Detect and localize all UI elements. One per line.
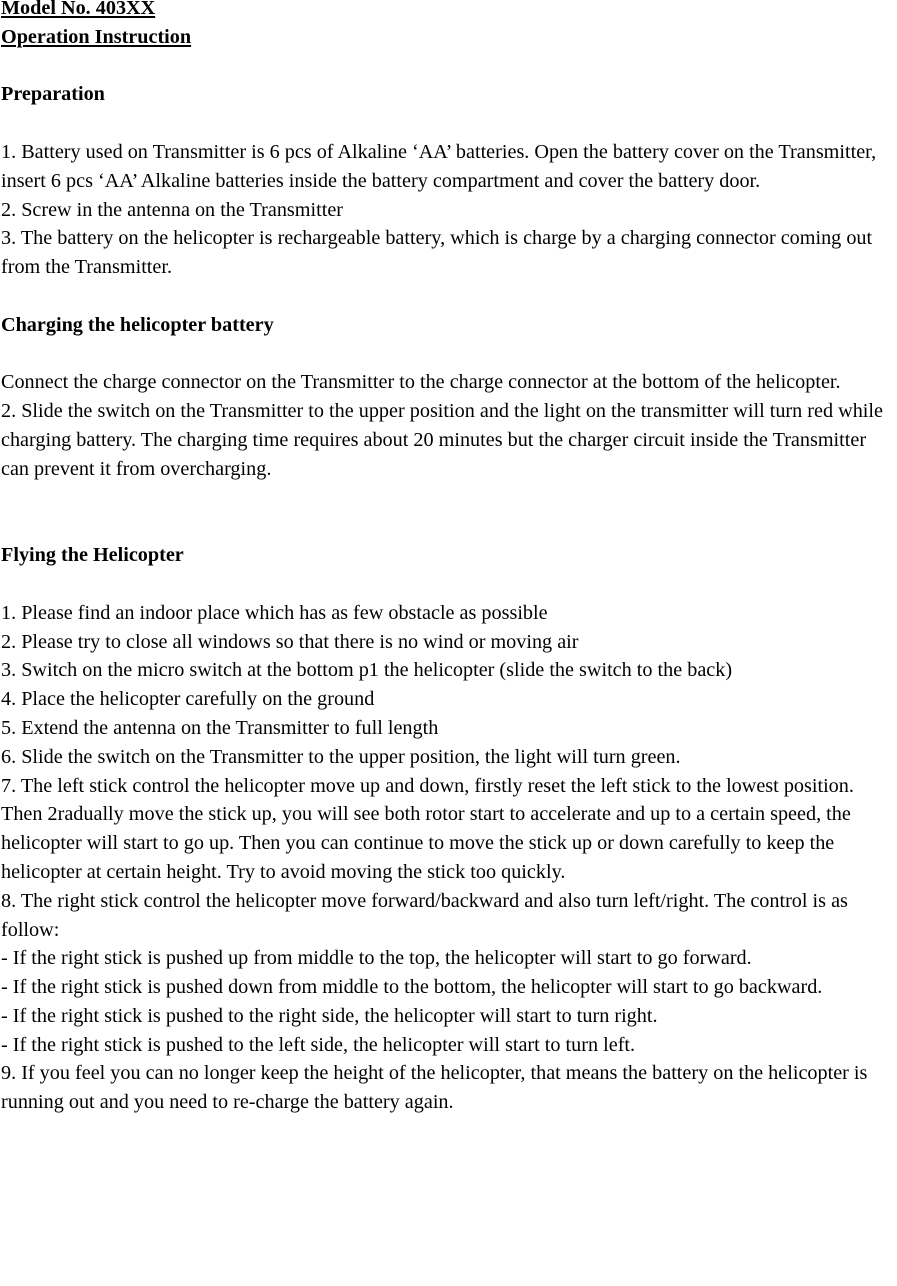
spacer [1,340,894,369]
flying-item: 4. Place the helicopter carefully on the ground [1,688,375,711]
flying-item: 8. The right stick control the helicopter move forward/backward and also turn left/right. The control is as follow: [1,889,848,941]
section-heading-preparation: Preparation [1,83,105,106]
flying-item: 1. Please find an indoor place which has as few obstacle as possible [1,601,548,624]
spacer [1,109,894,138]
flying-item: 2. Please try to close all windows so that there is no wind or moving air [1,630,579,653]
flying-item: - If the right stick is pushed up from middle to the top, the helicopter will start to go forward. [1,947,752,970]
section-heading-charging: Charging the helicopter battery [1,313,274,336]
preparation-item: 1. Battery used on Transmitter is 6 pcs of Alkaline ‘AA’ batteries. Open the battery cover on the Transmitter, insert 6 pcs ‘AA’ Alkaline batteries inside the battery compartment and cover the battery door. [1,140,877,192]
flying-item: 5. Extend the antenna on the Transmitter to full length [1,716,439,739]
flying-item: - If the right stick is pushed to the right side, the helicopter will start to turn right. [1,1004,658,1027]
model-number: Model No. 403XX [1,0,156,19]
spacer [1,570,894,599]
spacer [1,484,894,513]
charging-item: 2. Slide the switch on the Transmitter to the upper position and the light on the transmitter will turn red while charging battery. The charging time requires about 20 minutes but the charger circuit inside the Transmitter can prevent it from overcharging. [1,400,883,480]
document-title: Operation Instruction [1,25,192,48]
flying-item: 7. The left stick control the helicopter move up and down, firstly reset the left stick to the lowest position. Then 2radually move the stick up, you will see both rotor start to accelerate and up to a certain speed, the helicopter will start to go up. Then you can continue to move the stick up or down carefully to keep the helicopter at certain height. Try to avoid moving the stick too quickly. [1,774,854,883]
flying-item: - If the right stick is pushed to the left side, the helicopter will start to turn left. [1,1033,636,1056]
flying-item: 9. If you feel you can no longer keep the height of the helicopter, that means the battery on the helicopter is running out and you need to re-charge the battery again. [1,1062,868,1114]
spacer [1,512,894,541]
charging-item: Connect the charge connector on the Transmitter to the charge connector at the bottom of the helicopter. [1,371,841,394]
flying-item: 3. Switch on the micro switch at the bottom p1 the helicopter (slide the switch to the back) [1,659,733,682]
spacer [1,52,894,81]
document-page [1,0,894,1117]
flying-item: - If the right stick is pushed down from middle to the bottom, the helicopter will start to go backward. [1,976,823,999]
spacer [1,282,894,311]
preparation-item: 3. The battery on the helicopter is rechargeable battery, which is charge by a charging connector coming out from the Transmitter. [1,227,873,279]
preparation-item: 2. Screw in the antenna on the Transmitter [1,198,344,221]
section-heading-flying: Flying the Helicopter [1,544,184,567]
flying-item: 6. Slide the switch on the Transmitter to the upper position, the light will turn green. [1,745,681,768]
